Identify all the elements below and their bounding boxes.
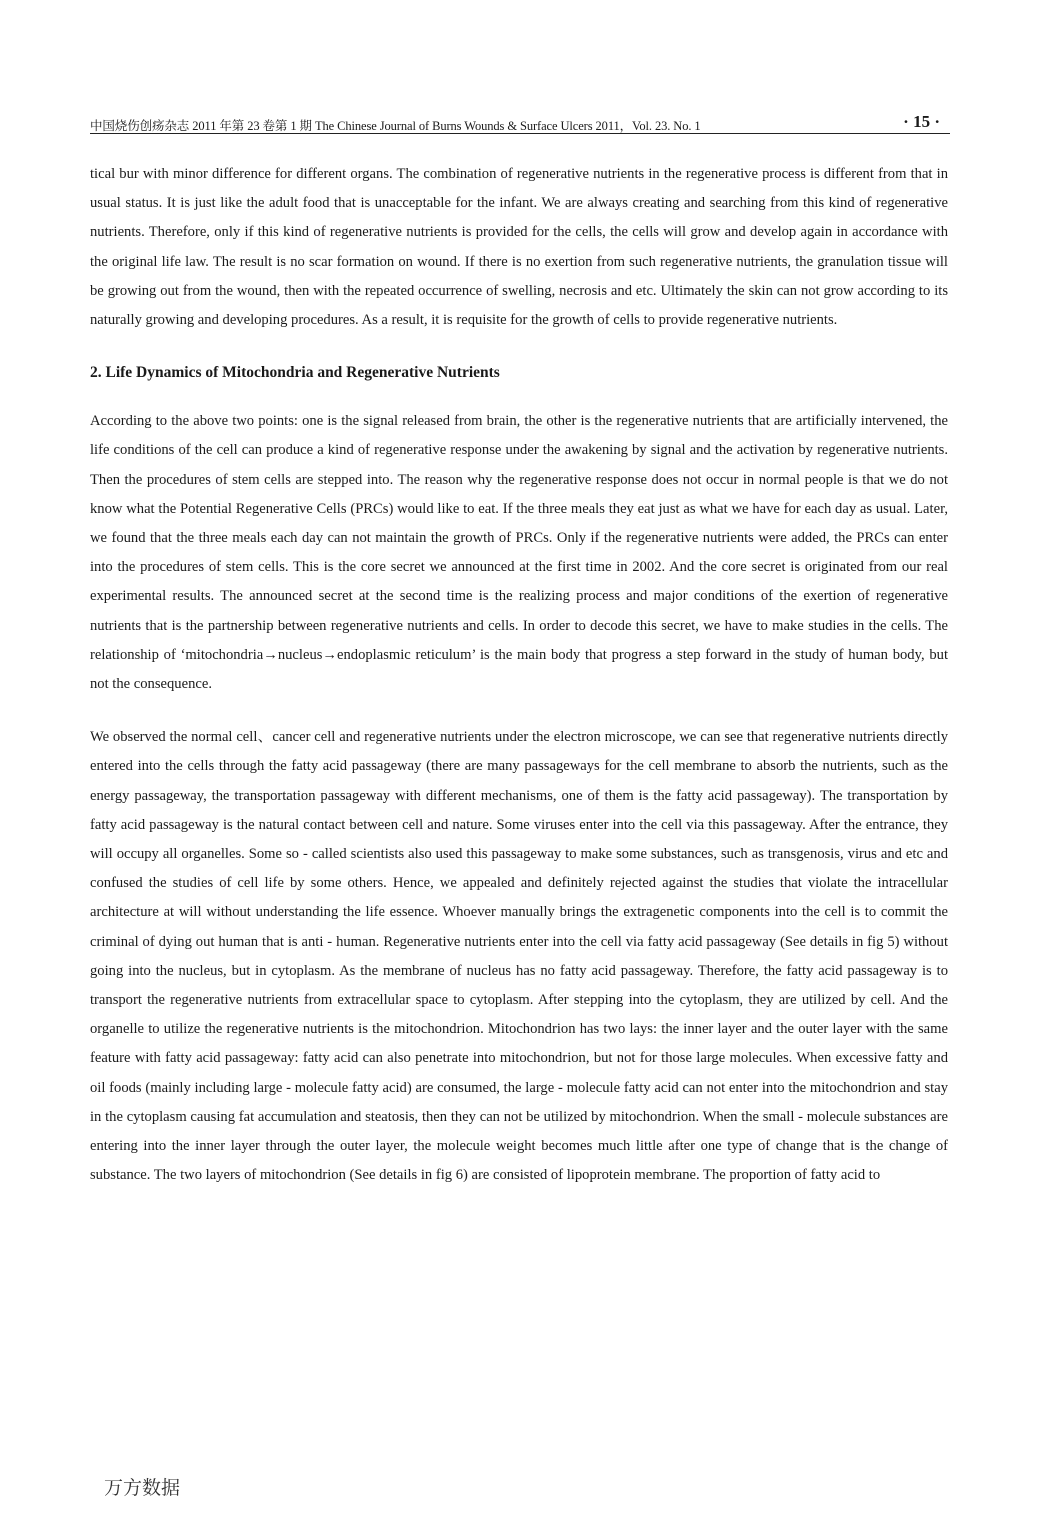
body-paragraph-2: According to the above two points: one is the signal released from brain, the other is the regenerative nutrients that are artificially intervened, the life conditions of the cell can produce a kind of regenerative response under the awakening by signal and the activation by regenerative nutrients. Then the procedures of stem cells are stepped into. The reason why the regenerative response does not occur in normal people is that we do not know what the Potential Regenerative Cells (PRCs) would like to eat. If the three meals they eat just as what we have for each day as usual. Later, we found that the three meals each day can not maintain the growth of PRCs. Only if the regenerative nutrients were added, the PRCs can enter into the procedures of stem cells. This is the core secret we announced at the first time in 2002. And the core secret is originated from our real experimental results. The announced secret at the second time is the realizing process and major conditions of the exertion of regenerative nutrients that is the partnership between regenerative nutrients and cells. In order to decode this secret, we have to make studies in the cells. The relationship of ‘mitochondria→nucleus→endoplasmic reticulum’ is the main body that progress a step forward in the study of human body, but not the consequence.: [90, 413, 948, 693]
body-paragraph-1: tical bur with minor difference for different organs. The combination of regenerative nutrients in the regenerative process is different from that in usual status. It is just like the adult food that is unacceptable for the infant. We are always creating and searching from this kind of regenerative nutrients. Therefore, only if this kind of regenerative nutrients is provided for the cells, the cells will grow and develop again in accordance with the original life law. The result is no scar formation on wound. If there is no exertion from such regenerative nutrients, the granulation tissue will be growing out from the wound, then with the repeated occurrence of swelling, necrosis and etc. Ultimately the skin can not grow according to its naturally growing and developing procedures. As a result, it is requisite for the growth of cells to provide regenerative nutrients.: [90, 166, 948, 329]
database-watermark: 万方数据: [104, 1477, 181, 1499]
page-number: · 15 ·: [903, 112, 940, 131]
article-body: [90, 160, 948, 1191]
header-rule: [90, 133, 950, 134]
running-header: [90, 112, 950, 134]
section-heading: 2. Life Dynamics of Mitochondria and Regenerative Nutrients: [90, 364, 500, 382]
journal-running-title: 中国烧伤创疡杂志 2011 年第 23 卷第 1 期 The Chinese Journal of Burns Wounds & Surface Ulcers 2011，Vol. 23. No. 1: [90, 119, 701, 133]
body-paragraph-3: We observed the normal cell、cancer cell and regenerative nutrients under the electron microscope, we can see that regenerative nutrients directly entered into the cells through the fatty acid passageway (there are many passageways for the cell membrane to absorb the nutrients, such as the energy passageway, the transportation passageway with different mechanisms, one of them is the fatty acid passageway). The transportation by fatty acid passageway is the natural contact between cell and nature. Some viruses enter into the cell via this passageway. After the entrance, they will occupy all organelles. Some so - called scientists also used this passageway to make some substances, such as transgenosis, virus and etc and confused the studies of cell life by some others. Hence, we appealed and definitely rejected against the studies that violate the intracellular architecture at will without understanding the life essence. Whoever manually brings the extragenetic components into the cell is to commit the criminal of dying out human that is anti - human. Regenerative nutrients enter into the cell via fatty acid passageway (See details in fig 5) without going into the nucleus, but in cytoplasm. As the membrane of nucleus has no fatty acid passageway. Therefore, the fatty acid passageway is to transport the regenerative nutrients from extracellular space to cytoplasm. After stepping into the cytoplasm, they are utilized by cell. And the organelle to utilize the regenerative nutrients is the mitochondrion. Mitochondrion has two lays: the inner layer and the outer layer with the same feature with fatty acid passageway: fatty acid can also penetrate into mitochondrion, but not for those large molecules. When excessive fatty and oil foods (mainly including large - molecule fatty acid) are consumed, the large - molecule fatty acid can not enter into the mitochondrion and stay in the cytoplasm causing fat accumulation and steatosis, then they can not be utilized by mitochondrion. When the small - molecule substances are entering into the inner layer through the outer layer, the molecule weight becomes much little after one type of change that is the change of substance. The two layers of mitochondrion (See details in fig 6) are consisted of lipoprotein membrane. The proportion of fatty acid to: [90, 729, 948, 1184]
